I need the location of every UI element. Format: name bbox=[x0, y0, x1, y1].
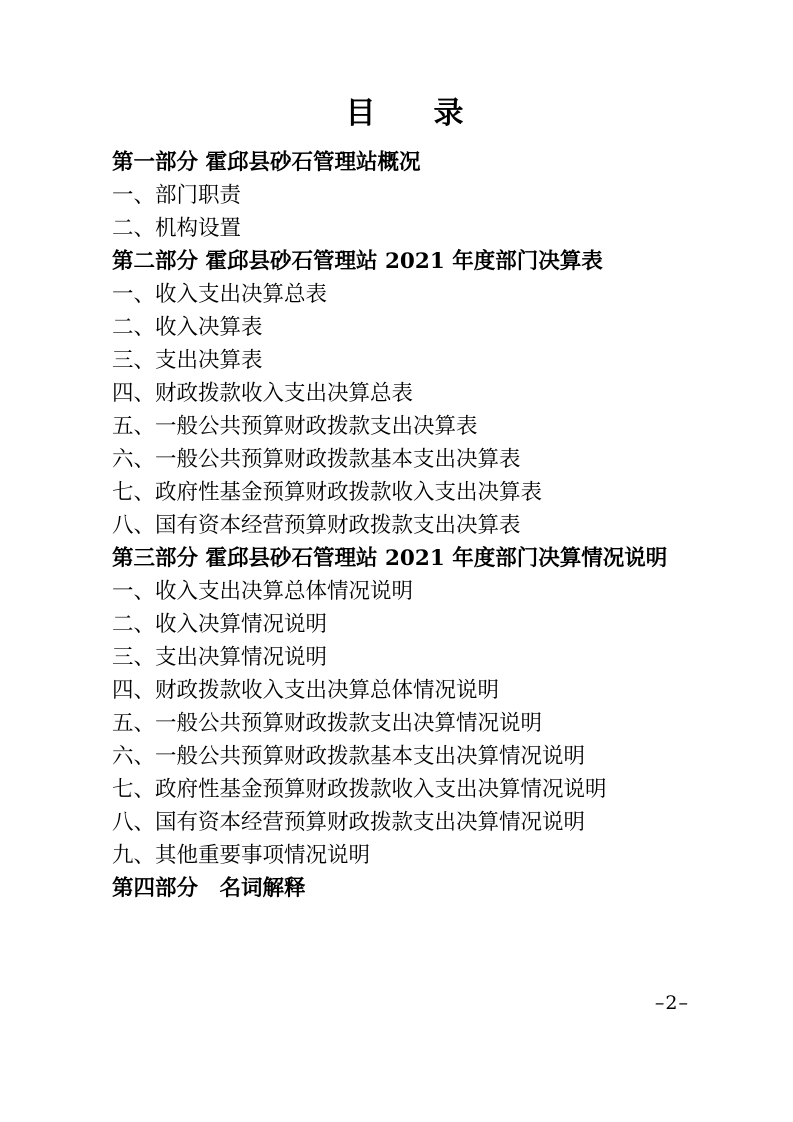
toc-item[interactable]: 二、收入决算情况说明 bbox=[112, 612, 328, 637]
page-title: 目 录 bbox=[345, 96, 478, 131]
toc-item[interactable]: 八、国有资本经营预算财政拨款支出决算情况说明 bbox=[112, 810, 586, 835]
toc-item[interactable]: 一、收入支出决算总表 bbox=[112, 282, 328, 307]
toc-item[interactable]: 一、部门职责 bbox=[112, 183, 242, 208]
toc-item[interactable]: 五、一般公共预算财政拨款支出决算表 bbox=[112, 414, 478, 439]
toc-item[interactable]: 九、其他重要事项情况说明 bbox=[112, 843, 371, 868]
toc-item[interactable]: 二、收入决算表 bbox=[112, 315, 263, 340]
toc-item[interactable]: 八、国有资本经营预算财政拨款支出决算表 bbox=[112, 513, 521, 538]
toc-part-heading[interactable]: 第二部分 霍邱县砂石管理站 2021 年度部门决算表 bbox=[112, 249, 603, 274]
toc-item[interactable]: 三、支出决算表 bbox=[112, 348, 263, 373]
table-of-contents bbox=[112, 146, 697, 905]
toc-part-heading[interactable]: 第一部分 霍邱县砂石管理站概况 bbox=[112, 150, 421, 175]
toc-item[interactable]: 七、政府性基金预算财政拨款收入支出决算情况说明 bbox=[112, 777, 607, 802]
toc-item[interactable]: 七、政府性基金预算财政拨款收入支出决算表 bbox=[112, 480, 543, 505]
toc-item[interactable]: 三、支出决算情况说明 bbox=[112, 645, 328, 670]
toc-item[interactable]: 六、一般公共预算财政拨款基本支出决算情况说明 bbox=[112, 744, 586, 769]
toc-item[interactable]: 二、机构设置 bbox=[112, 216, 242, 241]
toc-part-heading[interactable]: 第三部分 霍邱县砂石管理站 2021 年度部门决算情况说明 bbox=[112, 546, 668, 571]
toc-item[interactable]: 五、一般公共预算财政拨款支出决算情况说明 bbox=[112, 711, 543, 736]
toc-part-heading[interactable]: 第四部分 名词解释 bbox=[112, 876, 306, 901]
page-number: –2– bbox=[654, 992, 689, 1014]
toc-item[interactable]: 六、一般公共预算财政拨款基本支出决算表 bbox=[112, 447, 521, 472]
toc-item[interactable]: 四、财政拨款收入支出决算总表 bbox=[112, 381, 414, 406]
toc-item[interactable]: 一、收入支出决算总体情况说明 bbox=[112, 579, 414, 604]
toc-item[interactable]: 四、财政拨款收入支出决算总体情况说明 bbox=[112, 678, 500, 703]
